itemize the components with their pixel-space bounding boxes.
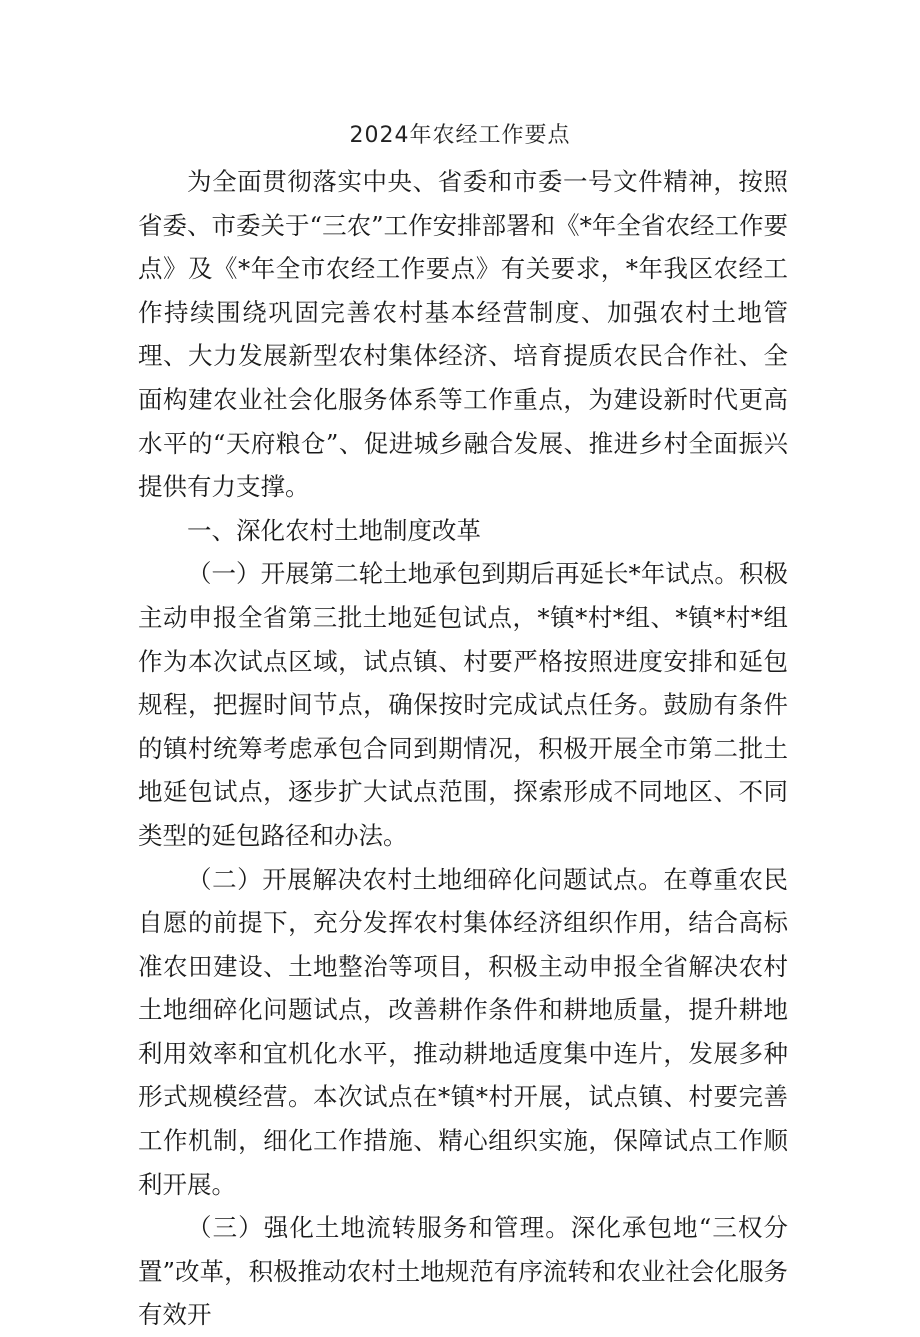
subsection-paragraph-3: （三）强化土地流转服务和管理。深化承包地“三权分置”改革，积极推动农村土地规范有序流转和农业社会化服务有效开 (138, 1213, 788, 1330)
subsection-paragraph-2: （二）开展解决农村土地细碎化问题试点。在尊重农民自愿的前提下，充分发挥农村集体经济组织作用，结合高标准农田建设、土地整治等项目，积极主动申报全省解决农村土地细碎化问题试点，改善耕作条件和耕地质量，提升耕地利用效率和宜机化水平，推动耕地适度集中连片，发展多种形式规模经营。本次试点在*镇*村开展，试点镇、村要完善工作机制，细化工作措施、精心组织实施，保障试点工作顺利开展。 (138, 864, 788, 1199)
intro-paragraph: 为全面贯彻落实中央、省委和市委一号文件精神，按照省委、市委关于“三农”工作安排部署和《*年全省农经工作要点》及《*年全市农经工作要点》有关要求，*年我区农经工作持续围绕巩固完善农村基本经营制度、加强农村土地管理、大力发展新型农村集体经济、培育提质农民合作社、全面构建农业社会化服务体系等工作重点，为建设新时代更高水平的“天府粮仓”、促进城乡融合发展、推进乡村全面振兴提供有力支撑。 (138, 167, 788, 502)
document-title: 2024年农经工作要点 (349, 123, 571, 148)
subsection-paragraph-1: （一）开展第二轮土地承包到期后再延长*年试点。积极主动申报全省第三批土地延包试点，*镇*村*组、*镇*村*组作为本次试点区域，试点镇、村要严格按照进度安排和延包规程，把握时间节点，确保按时完成试点任务。鼓励有条件的镇村统筹考虑承包合同到期情况，积极开展全市第二批土地延包试点，逐步扩大试点范围，探索形成不同地区、不同类型的延包路径和办法。 (138, 559, 788, 850)
document-body (138, 160, 788, 1337)
section-heading: 一、深化农村土地制度改革 (187, 515, 481, 545)
